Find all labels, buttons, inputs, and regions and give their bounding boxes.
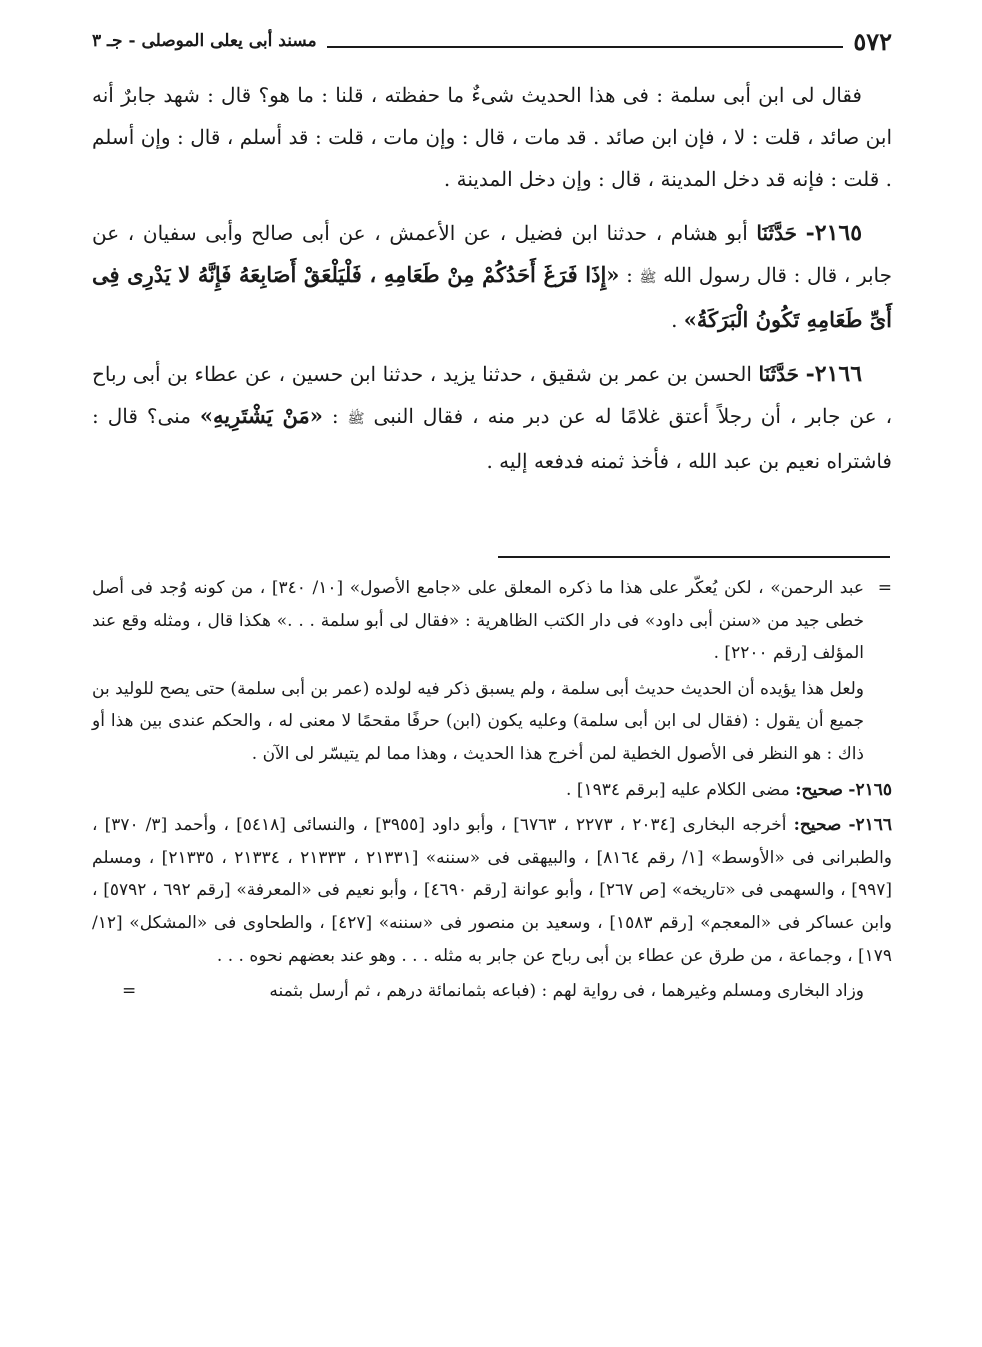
salla-glyph: ﷺ bbox=[347, 411, 365, 427]
main-text bbox=[92, 74, 892, 494]
hadith-matn: «مَنْ يَشْتَرِيهِ» bbox=[199, 403, 323, 428]
continuation-mark: = bbox=[877, 578, 892, 598]
footnote-continuation bbox=[92, 572, 892, 670]
footnote-grade: صحيح: bbox=[795, 779, 843, 800]
hadith-number: ٢١٦٦- bbox=[805, 361, 863, 387]
footnote-grade: صحيح: bbox=[793, 815, 842, 836]
continuation-mark: = bbox=[122, 981, 137, 1002]
hadith-rest: منى؟ قال : فاشتراه نعيم بن عبد الله ، فأخذ ثمنه فدفعه إليه . bbox=[92, 404, 892, 473]
salla-glyph: ﷺ bbox=[639, 270, 657, 286]
page-number: ٥٧٢ bbox=[843, 22, 892, 62]
hadith-2165 bbox=[92, 212, 892, 341]
hadith-separator: : bbox=[619, 263, 640, 287]
hadith-isnad: أبو هشام ، حدثنا ابن فضيل ، عن الأعمش ، عن أبى صالح وأبى سفيان ، عن جابر ، قال : قال رسول الله bbox=[92, 221, 893, 287]
hadith-number: ٢١٦٥- bbox=[805, 220, 863, 246]
footnote-addition bbox=[92, 975, 892, 1008]
hadith-matn: «إِذَا فَرَغَ أَحَدُكُمْ مِنْ طَعَامِهِ ، فَلْيَلْعَقْ أَصَابِعَهُ فَإِنَّهُ لا يَدْرِى فِى أَىِّ طَعَامِهِ تَكُونُ الْبَرَكَةُ» bbox=[92, 262, 892, 332]
paragraph-continuation: فقال لى ابن أبى سلمة : فى هذا الحديث شىءٌ ما حفظته ، قلنا : ما هو؟ قال : شهد جابرٌ أنه ابن صائد ، قلت : لا ، فإن ابن صائد . قد مات ، قال : وإن مات ، قلت : قد أسلم ، قال : وإن أسلم . قلت : فإنه قد دخل المدينة ، قال : وإن دخل المدينة . bbox=[92, 83, 892, 191]
hadith-isnad: الحسن بن عمر بن شقيق ، حدثنا يزيد ، حدثنا ابن حسين ، عن عطاء بن أبى رباح ، عن جابر ، أن رجلاً أعتق غلامًا له عن دبر منه ، فقال النبى bbox=[92, 362, 893, 428]
footnote-number: ٢١٦٦- bbox=[848, 815, 893, 836]
hadith-intro: حَدَّثَنَا bbox=[756, 221, 797, 245]
hadith-2166 bbox=[92, 353, 892, 482]
hadith-intro: حَدَّثَنَا bbox=[758, 362, 800, 386]
footnote-paragraph: ولعل هذا يؤيده أن الحديث حديث أبى سلمة ، ولم يسبق ذكر فيه لولده (عمر بن أبى سلمة) حتى يصح للوليد بن جميع أن يقول : (فقال لى ابن أبى سلمة) وعليه يكون (ابن) حرفًا مقحمًا لا معنى له ، والحكم عندى بين هذا أو ذاك : هو النظر فى الأصول الخطية لمن أخرج هذا الحديث ، وهذا مما لم يتيسّر لى الآن . bbox=[92, 678, 864, 764]
running-title: مسند أبى يعلى الموصلى - جـ ٣ bbox=[92, 26, 327, 56]
footnote-rule bbox=[498, 556, 890, 558]
footnote-text: وزاد البخارى ومسلم وغيرهما ، فى رواية لهم : (فباعه بثمانمائة درهم ، ثم أرسل بثمنه bbox=[269, 981, 864, 1002]
footnote-2166 bbox=[92, 809, 892, 972]
page-header bbox=[92, 22, 892, 62]
footnotes bbox=[92, 572, 892, 1011]
footnote-text: مضى الكلام عليه [برقم ١٩٣٤] . bbox=[566, 779, 796, 800]
footnote-text: عبد الرحمن» ، لكن يُعكّر على هذا ما ذكره المعلق على «جامع الأصول» [١٠/ ٣٤٠] ، من كونه وُجد فى أصل خطى جيد من «سنن أبى داود» فى دار الكتب الظاهرية : «فقال لى أبو سلمة . . .» هكذا قال ، ومثله وقع عند المؤلف [رقم ٢٢٠٠] . bbox=[92, 578, 864, 664]
footnote-number: ٢١٦٥- bbox=[848, 779, 892, 800]
footnote-2165 bbox=[92, 774, 892, 807]
hadith-separator: : bbox=[322, 404, 348, 428]
footnote-text: أخرجه البخارى [٢٠٣٤ ، ٢٢٧٣ ، ٦٧٦٣] ، وأبو داود [٣٩٥٥] ، والنسائى [٥٤١٨] ، وأحمد [٣/ ٣٧٠] ، والطبرانى فى «الأوسط» [١/ رقم ٨١٦٤] ، والبيهقى فى «سننه» [٢١٣٣١ ، ٢١٣٣٣ ، ٢١٣٣٤ ، ٢١٣٣٥] ، ومسلم [٩٩٧] ، والسهمى فى «تاريخه» [ص ٢٦٧] ، وأبو عوانة [رقم ٤٦٩٠] ، وأبو نعيم فى «المعرفة» [رقم ٦٩٢ ، ٥٧٩٢] ، وابن عساكر فى «المعجم» [رقم ١٥٨٣] ، وسعيد بن منصور فى «سننه» [٤٢٧] ، والطحاوى فى «المشكل» [١٢/ ١٧٩] ، وجماعة ، من طرق عن عطاء بن أبى رباح عن جابر به مثله . . . وهو عند بعضهم نحوه . . . bbox=[92, 815, 893, 966]
hadith-end: . bbox=[671, 308, 684, 332]
